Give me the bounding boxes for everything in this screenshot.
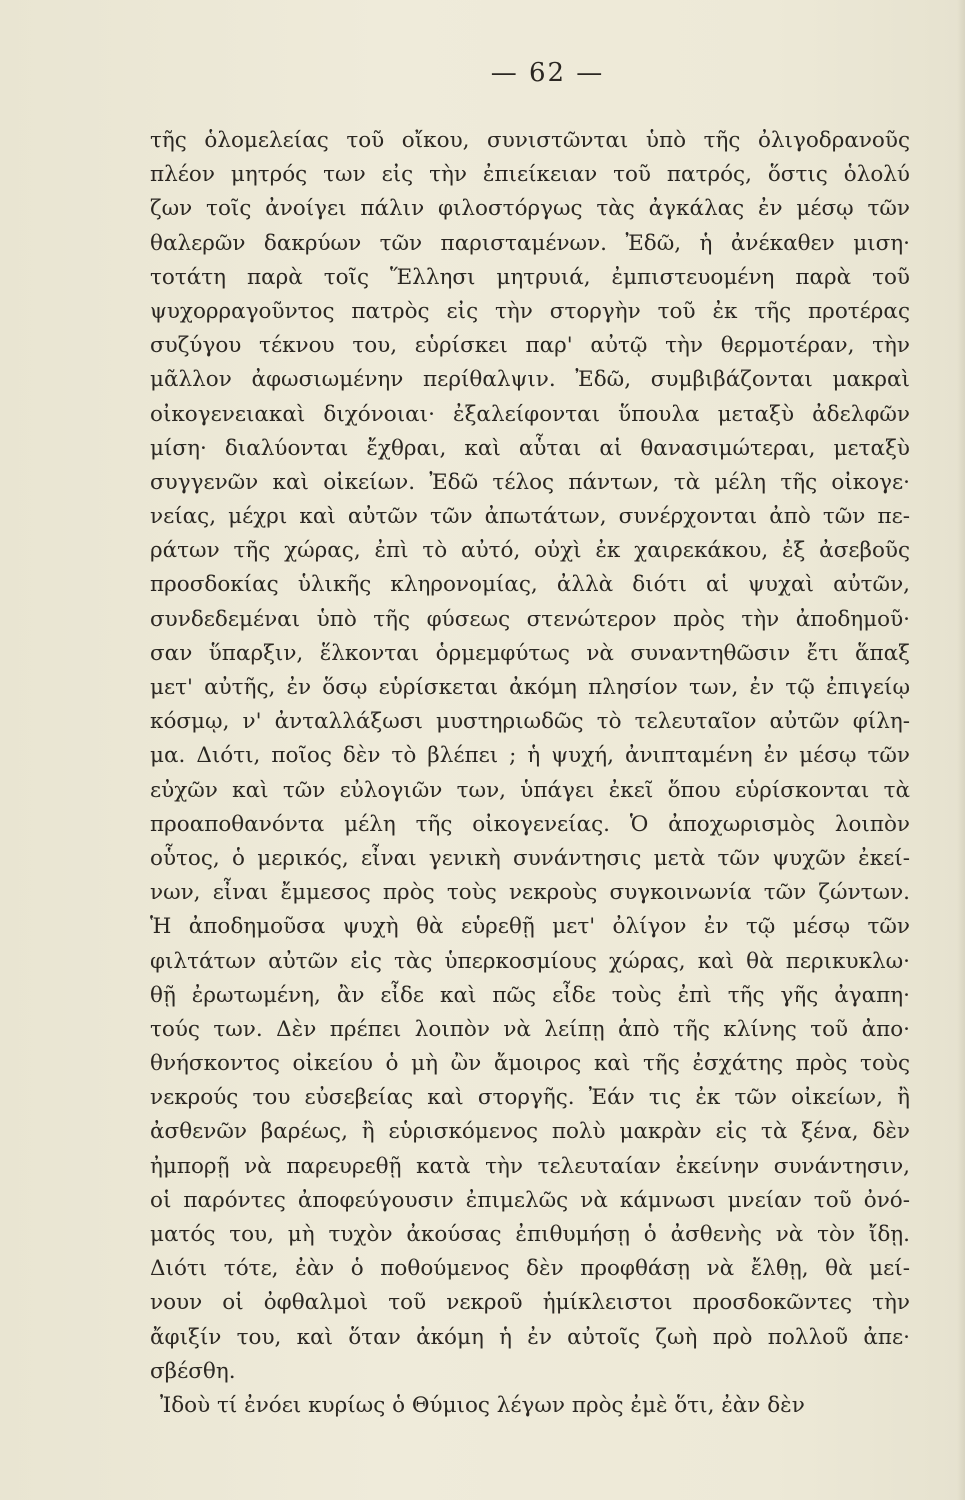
text-line: τῆς ὁλομελείας τοῦ οἴκου, συνιστῶνται ὑπὸ τῆς ὀλιγοδρανοῦς bbox=[150, 128, 910, 153]
text-line: ἄφιξίν του, καὶ ὅταν ἀκόμη ἡ ἐν αὐτοῖς ζωὴ πρὸ πολλοῦ ἀπε· bbox=[150, 1324, 910, 1350]
text-line: μᾶλλον ἀφωσιωμένην περίθαλψιν. Ἐδῶ, συμβιβάζονται μακραὶ bbox=[150, 367, 910, 393]
text-line: θαλερῶν δακρύων τῶν παρισταμένων. Ἐδῶ, ἡ ἀνέκαθεν μιση· bbox=[150, 230, 910, 256]
text-line: εὐχῶν καὶ τῶν εὐλογιῶν των, ὑπάγει ἐκεῖ ὅπου εὑρίσκονται τὰ bbox=[150, 777, 910, 803]
text-line: νων, εἶναι ἔμμεσος πρὸς τοὺς νεκροὺς συγκοινωνία τῶν ζώντων. bbox=[150, 880, 910, 906]
text-line: σβέσθη. bbox=[150, 1358, 236, 1384]
text-line: συνδεδεμέναι ὑπὸ τῆς φύσεως στενώτερον πρὸς τὴν ἀποδημοῦ· bbox=[150, 606, 910, 632]
text-line: μετ' αὐτῆς, ἐν ὅσῳ εὑρίσκεται ἀκόμη πλησίον των, ἐν τῷ ἐπιγείῳ bbox=[150, 675, 910, 700]
text-line: Ἡ ἀποδημοῦσα ψυχὴ θὰ εὑρεθῇ μετ' ὀλίγον ἐν τῷ μέσῳ τῶν bbox=[150, 914, 910, 940]
text-line: Ἰδοὺ τί ἐνόει κυρίως ὁ Θύμιος λέγων πρὸς ἐμὲ ὅτι, ἐὰν δὲν bbox=[160, 1392, 805, 1418]
text-line: προαποθανόντα μέλη τῆς οἰκογενείας. Ὁ ἀποχωρισμὸς λοιπὸν bbox=[150, 811, 910, 837]
page-number: — 62 — bbox=[490, 58, 605, 88]
text-line: σαν ὕπαρξιν, ἕλκονται ὁρμεμφύτως νὰ συναντηθῶσιν ἔτι ἅπαξ bbox=[150, 640, 910, 666]
text-line: ψυχορραγοῦντος πατρὸς εἰς τὴν στοργὴν τοῦ ἐκ τῆς προτέρας bbox=[150, 298, 910, 324]
text-line: φιλτάτων αὐτῶν εἰς τὰς ὑπερκοσμίους χώρας, καὶ θὰ περικυκλω· bbox=[150, 948, 910, 974]
body-text bbox=[150, 124, 910, 1423]
text-line: ματός του, μὴ τυχὸν ἀκούσας ἐπιθυμήσῃ ὁ ἀσθενὴς νὰ τὸν ἴδῃ. bbox=[150, 1222, 910, 1247]
text-line: Διότι τότε, ἐὰν ὁ ποθούμενος δὲν προφθάσῃ νὰ ἔλθῃ, θὰ μεί- bbox=[150, 1256, 910, 1282]
text-line: θῇ ἐρωτωμένη, ἂν εἶδε καὶ πῶς εἶδε τοὺς ἐπὶ τῆς γῆς ἀγαπη· bbox=[150, 982, 910, 1008]
text-line: νείας, μέχρι καὶ αὐτῶν τῶν ἀπωτάτων, συνέρχονται ἀπὸ τῶν πε- bbox=[150, 504, 910, 530]
text-line: μα. Διότι, ποῖος δὲν τὸ βλέπει ; ἡ ψυχή, ἀνιπταμένη ἐν μέσῳ τῶν bbox=[150, 743, 910, 769]
text-line: προσδοκίας ὑλικῆς κληρονομίας, ἀλλὰ διότι αἱ ψυχαὶ αὐτῶν, bbox=[150, 572, 910, 598]
text-line: συγγενῶν καὶ οἰκείων. Ἐδῶ τέλος πάντων, τὰ μέλη τῆς οἰκογε· bbox=[150, 469, 910, 495]
text-line: κόσμῳ, ν' ἀνταλλάξωσι μυστηριωδῶς τὸ τελευταῖον αὐτῶν φίλη- bbox=[150, 709, 910, 735]
text-line: μίση· διαλύονται ἔχθραι, καὶ αὗται αἱ θανασιμώτεραι, μεταξὺ bbox=[150, 435, 910, 461]
text-line: οἱ παρόντες ἀποφεύγουσιν ἐπιμελῶς νὰ κάμνωσι μνείαν τοῦ ὀνό- bbox=[150, 1187, 910, 1213]
text-line: πλέον μητρός των εἰς τὴν ἐπιείκειαν τοῦ πατρός, ὅστις ὁλολύ bbox=[150, 162, 910, 188]
text-line: οἰκογενειακαὶ διχόνοιαι· ἐξαλείφονται ὕπουλα μεταξὺ ἀδελφῶν bbox=[150, 401, 910, 427]
text-line: ζων τοῖς ἀνοίγει πάλιν φιλοστόργως τὰς ἀγκάλας ἐν μέσῳ τῶν bbox=[150, 196, 910, 222]
text-line: ἀσθενῶν βαρέως, ἢ εὑρισκόμενος πολὺ μακρὰν εἰς τὰ ξένα, δὲν bbox=[150, 1119, 910, 1145]
text-line: τούς των. Δὲν πρέπει λοιπὸν νὰ λείπῃ ἀπὸ τῆς κλίνης τοῦ ἀπο· bbox=[150, 1016, 910, 1042]
text-line: θνήσκοντος οἰκείου ὁ μὴ ὢν ἄμοιρος καὶ τῆς ἐσχάτης πρὸς τοὺς bbox=[150, 1051, 910, 1077]
page-edge-shadow bbox=[957, 0, 965, 1500]
text-line: ἠμπορῇ νὰ παρευρεθῇ κατὰ τὴν τελευταίαν ἐκείνην συνάντησιν, bbox=[150, 1153, 910, 1179]
text-line: νουν οἱ ὀφθαλμοὶ τοῦ νεκροῦ ἡμίκλειστοι προσδοκῶντες τὴν bbox=[150, 1290, 910, 1316]
text-line: ράτων τῆς χώρας, ἐπὶ τὸ αὐτό, οὐχὶ ἐκ χαιρεκάκου, ἐξ ἀσεβοῦς bbox=[150, 538, 910, 564]
text-line: νεκρούς του εὐσεβείας καὶ στοργῆς. Ἐάν τις ἐκ τῶν οἰκείων, ἢ bbox=[150, 1085, 910, 1111]
text-line: τοτάτη παρὰ τοῖς Ἕλλησι μητρυιά, ἐμπιστευομένη παρὰ τοῦ bbox=[150, 264, 910, 290]
text-line: οὗτος, ὁ μερικός, εἶναι γενικὴ συνάντησις μετὰ τῶν ψυχῶν ἐκεί- bbox=[150, 845, 910, 871]
text-line: συζύγου τέκνου του, εὑρίσκει παρ' αὐτῷ τὴν θερμοτέραν, τὴν bbox=[150, 333, 910, 359]
